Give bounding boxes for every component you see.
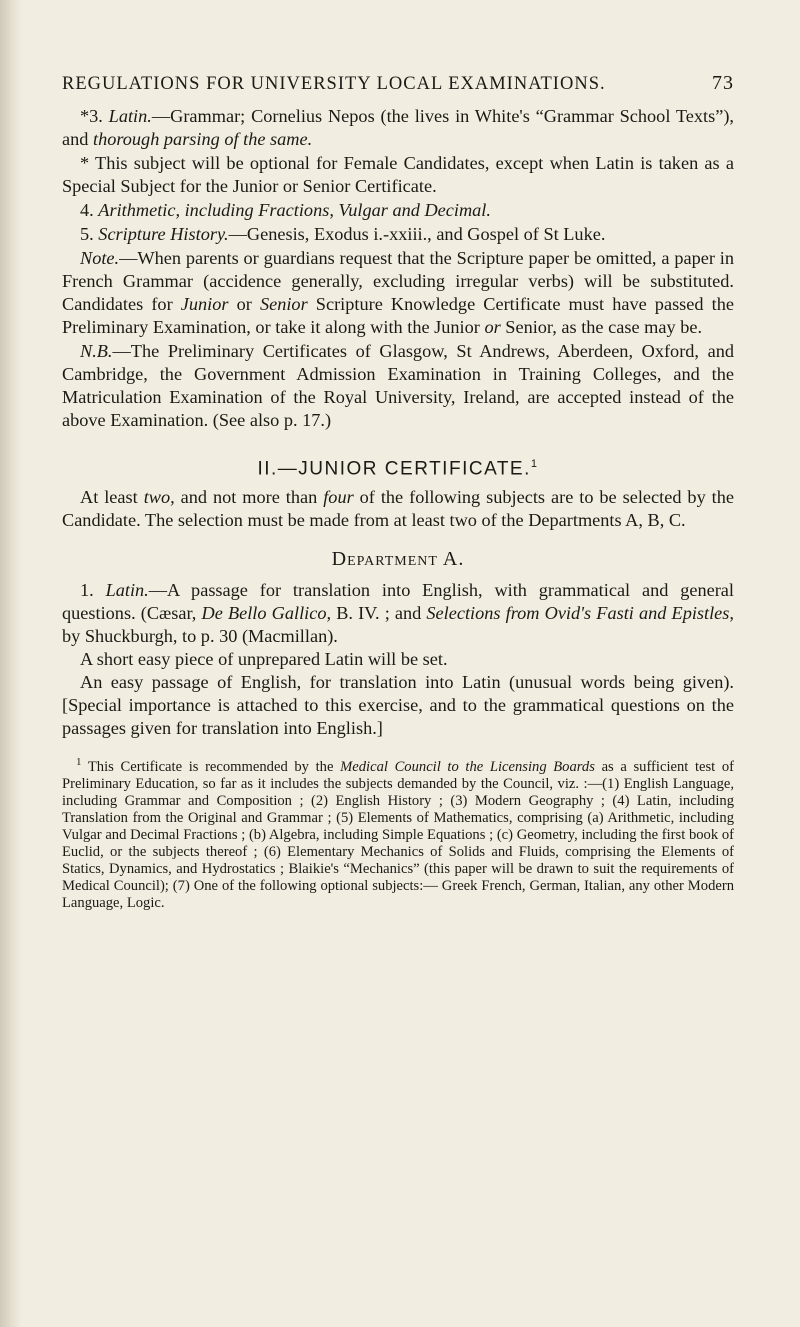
unprepared-latin-line: A short easy piece of unprepared Latin will be set. bbox=[80, 649, 448, 670]
note-text-2: Scripture Knowledge Certificate must have passed the Preliminary Examination, or take it along with the Junior bbox=[62, 294, 734, 337]
junior-intro-four: four bbox=[323, 487, 354, 508]
scripture-item-text: —Genesis, Exodus i.-xxiii., and Gospel of St Luke. bbox=[228, 224, 606, 244]
scripture-item-number: 5. bbox=[80, 224, 94, 244]
arithmetic-item bbox=[62, 199, 734, 222]
page-body bbox=[62, 72, 734, 912]
arithmetic-item-number: 4. bbox=[80, 200, 94, 220]
department-latin-label: Latin. bbox=[105, 580, 149, 601]
footnote-t1: This Certificate is recommended by the bbox=[87, 759, 334, 776]
department-heading: Department A. bbox=[331, 548, 465, 571]
junior-intro-t2: and not more than bbox=[180, 487, 318, 508]
junior-certificate-heading bbox=[62, 458, 734, 480]
junior-intro bbox=[62, 486, 734, 532]
latin-item-text: —Grammar; Cornelius Nepos (the lives in White's “Grammar School Texts”), and bbox=[62, 106, 734, 149]
scripture-item bbox=[62, 223, 734, 246]
junior-intro-t1: At least bbox=[80, 487, 138, 508]
footnote-mark: 1 bbox=[76, 756, 82, 769]
department-latin-work2: Selections from Ovid's Fasti and Epistles, bbox=[426, 603, 734, 624]
note-label: Note. bbox=[80, 248, 120, 268]
department-latin-item bbox=[62, 579, 734, 648]
note-paragraph bbox=[62, 247, 734, 339]
arithmetic-item-label: Arithmetic, including Fractions, Vulgar and Decimal. bbox=[98, 200, 491, 220]
note-or-1: or bbox=[236, 294, 252, 314]
junior-heading-text: II.—JUNIOR CERTIFICATE. bbox=[257, 458, 531, 480]
note-or-2: or bbox=[484, 317, 501, 337]
department-latin-work1: De Bello Gallico, bbox=[201, 603, 332, 624]
footnote-body: Medical Council to the Licensing Boards bbox=[340, 759, 595, 776]
latin-item-label: Latin. bbox=[108, 106, 152, 126]
junior-intro-t3: of the following subjects are to be selected by the Candidate. The selection must be made from at least two of the Departments A, B, C. bbox=[62, 487, 734, 531]
note-text-1: —When parents or guardians request that the Scripture paper be omitted, a paper in French Grammar (accidence generally, excluding irregular verbs) will be substituted. Candidates for bbox=[62, 248, 734, 314]
note-senior: Senior bbox=[259, 294, 308, 314]
footnote-paragraph bbox=[62, 754, 734, 912]
nb-text: —The Preliminary Certificates of Glasgow, St Andrews, Aberdeen, Oxford, and Cambridge, the Government Admission Examination in Training Colleges, and the Matriculation Examination of the Royal University, Ireland, are accepted instead of the above Examination. (See also p. 17.) bbox=[62, 341, 734, 430]
page-number: 73 bbox=[712, 72, 734, 94]
book-spine-shadow bbox=[0, 0, 22, 1327]
junior-intro-two: two, bbox=[143, 487, 175, 508]
department-latin-t2: B. IV. ; and bbox=[336, 603, 422, 624]
running-header bbox=[62, 72, 734, 95]
latin-item-tail: thorough parsing of the same. bbox=[92, 129, 313, 149]
latin-item-number: *3. bbox=[80, 106, 103, 126]
latin-item bbox=[62, 105, 734, 151]
note-junior: Junior bbox=[180, 294, 229, 314]
english-passage-paragraph: An easy passage of English, for translation into Latin (unusual words being given). [Special importance is attached to this exercise, and to the grammatical questions on the passages given for translation into English.] bbox=[62, 672, 734, 739]
nb-paragraph bbox=[62, 340, 734, 432]
nb-label: N.B. bbox=[80, 341, 113, 361]
department-latin-number: 1. bbox=[80, 580, 94, 601]
footnote bbox=[62, 754, 734, 912]
department-latin-t1: —A passage for translation into English, with grammatical and general questions. (Cæsar, bbox=[62, 580, 734, 624]
footnote-t2: as a sufficient test of Preliminary Education, so far as it includes the subjects demanded by the Council, viz. :—(1) English Language, including Grammar and Composition ; (2) English History ; (3) Modern Geography ; (4) Latin, including Translation from the Original and Grammar ; (5) Elements of Mathematics, comprising (a) Arithmetic, including Vulgar and Decimal Fractions ; (b) Algebra, including Simple Equations ; (c) Geometry, including the first book of Euclid, or the subjects thereof ; (6) Elementary Mechanics of Solids and Fluids, comprising the Elements of Statics, Dynamics, and Hydrostatics ; Blaikie's “Mechanics” (this paper will be drawn to suit the requirements of Medical Council); (7) One of the following optional subjects:— Greek French, German, Italian, any other Modern Language, Logic. bbox=[62, 759, 735, 912]
scripture-item-label: Scripture History. bbox=[98, 224, 229, 244]
header-title: REGULATIONS FOR UNIVERSITY LOCAL EXAMINATIONS. bbox=[62, 74, 606, 94]
junior-heading-footnote-mark: 1 bbox=[530, 458, 539, 470]
note-text-3: Senior, as the case may be. bbox=[505, 317, 703, 337]
asterisk-note: * This subject will be optional for Female Candidates, except when Latin is taken as a Special Subject for the Junior or Senior Certificate. bbox=[62, 153, 734, 196]
department-latin-t3: by Shuckburgh, to p. 30 (Macmillan). bbox=[62, 626, 338, 647]
